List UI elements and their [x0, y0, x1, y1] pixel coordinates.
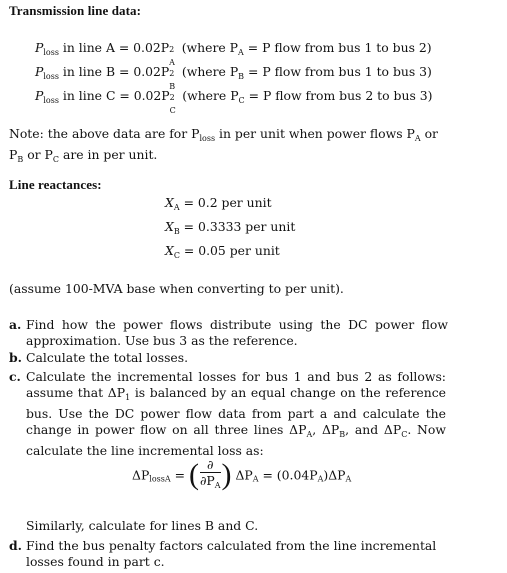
question-c-label: c.	[9, 369, 21, 384]
question-d-text: Find the bus penalty factors calculated from the line incremental losses found in part c.	[26, 538, 437, 569]
incremental-loss-equation: $\Delta P_{lossA}$ = ( $\frac{\partial}{\partial P_A}$ ) $\Delta P_A = (0.04P_A)\Delta P_A$	[132, 457, 352, 491]
reactances-heading: Line reactances:	[9, 177, 102, 192]
question-b-text: Calculate the total losses.	[26, 350, 189, 365]
reactance-b: $X_B = 0.3333$ per unit	[165, 219, 296, 236]
similarly-note: Similarly, calculate for lines B and C.	[26, 518, 259, 533]
note-paragraph: Note: the above data are for $P_{loss}$ in per unit when power flows $P_A$ or $P_B$ or $P_C$ are in per unit.	[9, 126, 438, 164]
reactance-a: $X_A = 0.2$ per unit	[165, 195, 272, 212]
question-c-text: Calculate the incremental losses for bus 1 and bus 2 as follows: assume that $\Delta P_1$ is balanced by an equal change on the reference bus. Use the DC power flow data from part a and calculate the change in power flow on all three lines $\Delta P_A$, $\Delta P_B$, and $\Delta P_C$. Now calculate the line incremental loss as:	[26, 369, 447, 458]
loss-line-a: $P_{loss}$ in line A = 0.02P 2 A (where $P_A = P$ flow from bus 1 to bus 2)	[35, 40, 432, 67]
transmission-heading: Transmission line data:	[9, 3, 142, 18]
reactance-c: $X_C = 0.05$ per unit	[165, 243, 280, 260]
question-a-label: a.	[9, 317, 22, 332]
assume-note: (assume 100-MVA base when converting to per unit).	[9, 281, 344, 296]
question-b-label: b.	[9, 350, 22, 365]
loss-line-b: $P_{loss}$ in line B = 0.02P 2 B (where $P_B = P$ flow from bus 1 to bus 3)	[35, 64, 432, 91]
question-a-text: Find how the power flows distribute using the DC power flow approximation. Use bus 3 as the reference.	[26, 317, 448, 348]
loss-line-c: $P_{loss}$ in line C = 0.02P 2 C (where $P_C = P$ flow from bus 2 to bus 3)	[35, 88, 433, 115]
question-d-label: d.	[9, 538, 22, 553]
